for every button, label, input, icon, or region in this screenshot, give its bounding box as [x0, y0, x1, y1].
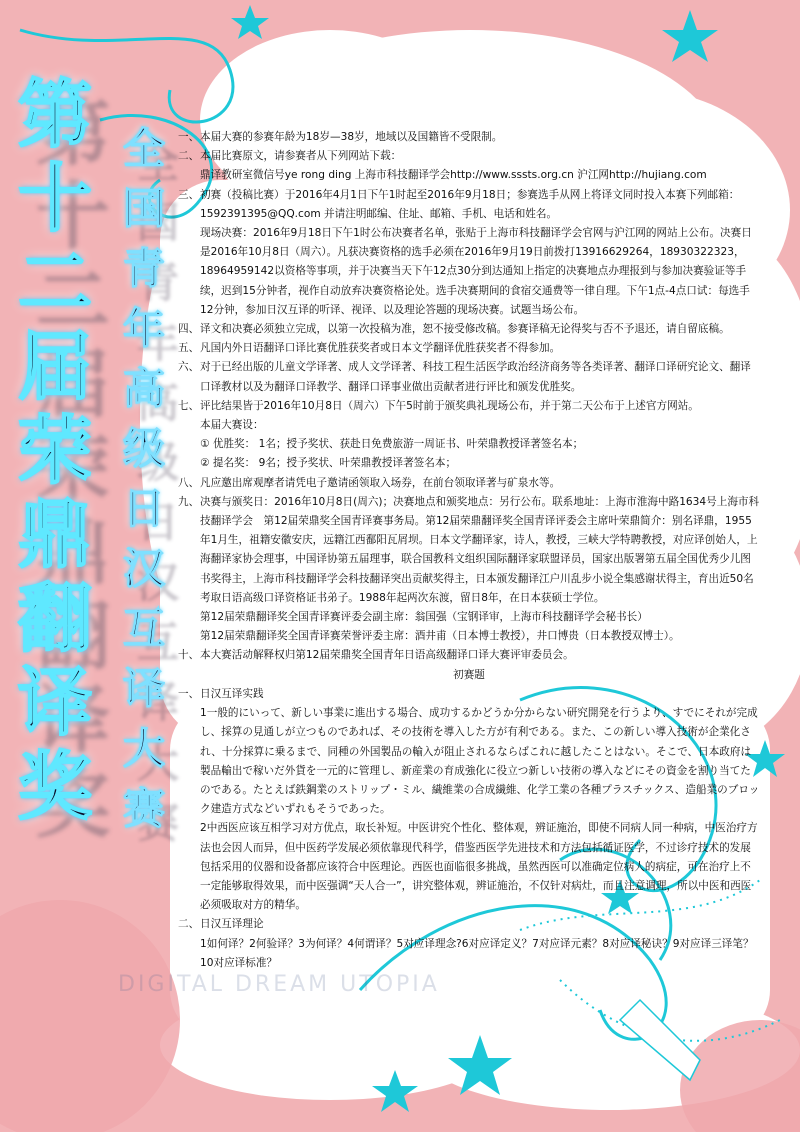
rule-item-number: 三、: [178, 188, 200, 201]
rule-item: [178, 320, 760, 339]
rule-item-text: 本大赛活动解释权归第12届荣鼎奖全国青年日语高级翻译口译大赛评审委员会。: [200, 649, 574, 662]
rule-item: [178, 397, 760, 416]
rule-item-text: 评比结果皆于2016年10月8日（周六）下午5时前于颁奖典礼现场公布，并于第二天公布于上述官方网站。: [200, 399, 699, 412]
sub-title-char: 汉: [123, 544, 166, 593]
sub-title-char: 互: [123, 604, 166, 653]
main-title-char: 鼎: [18, 492, 92, 578]
exam-list: [178, 685, 760, 973]
rule-item-number: 五、: [178, 342, 200, 355]
rule-item-paragraph: ② 提名奖： 9名；授予奖状、叶荣鼎教授译著签名本；: [200, 457, 457, 470]
rule-item: [178, 358, 760, 396]
rule-item-text: 凡国内外日语翻译口译比赛优胜获奖者或日本文学翻译优胜获奖者不得参加。: [200, 342, 561, 355]
rule-item: [178, 128, 760, 147]
sub-title-char: 高: [123, 364, 166, 413]
sub-title-char: 大: [123, 724, 166, 773]
main-title-char: 译: [18, 660, 92, 746]
main-title-char: 翻: [18, 576, 92, 662]
rule-item-number: 六、: [178, 361, 200, 374]
rule-item-number: 四、: [178, 323, 200, 336]
rule-item-paragraph: 现场决赛：2016年9月18日下午1时公布决赛者名单，张贴于上海市科技翻译学会官网与沪江网的网站上公布。决赛日是2016年10月8日（周六）。凡获决赛资格的选手必须在2016年9月19日前拨打13916629264，18930322323，18964959142以资格等事项，并于决赛当天下午12点30分到达通知上指定的决赛地点办理报到与参加决赛验证等手续，迟到15分钟者，视作自动放弃决赛资格论处。选手决赛期间的食宿交通费等一律自理。下午1点-4点口试：每选手12分钟，参加日汉互译的听译、视译、以及理论答题的现场决赛。试题当场公布。: [200, 227, 752, 316]
exam-item-paragraph: 1如何译？2何验译？3为何译？4何谓译？5对应译理念?6对应译定义？7对应译元素？8对应译秘诀？9对应译三译笔？10对应译标准？: [200, 937, 754, 969]
rules-text-block: [178, 128, 760, 973]
rule-item-text: 决赛与颁奖日：2016年10月8日(周六)；决赛地点和颁奖地点：另行公布。联系地址：上海市淮海中路1634号上海市科技翻译学会 第12届荣鼎奖全国青译赛事务局。第12届荣鼎翻译奖全国青译评委会主席叶荣鼎简介：别名译鼎，1955年1月生，祖籍安徽安庆，远籍江西鄱阳瓦屑坝。日本文学翻译家，诗人，教授，三峡大学特聘教授，对应译创始人，上海翻译家协会理事，中国译协第五届理事，联合国教科文组织国际翻译家联盟译员，国家出版署第五届全国优秀少儿图书奖得主，上海市科技翻译学会科技翻译突出贡献奖得主，日本颁发翻译江户川乱步小说全集感谢状得主，育出近50名考取日语高级口译资格证书弟子。1988年起两次东渡，留日8年，在日本获硕士学位。: [200, 495, 760, 604]
main-title-char: 荣: [18, 408, 92, 494]
exam-item-number: 二、: [178, 918, 200, 931]
sub-title-char: 青: [123, 244, 166, 293]
rule-item-number: 八、: [178, 476, 200, 489]
exam-item: [178, 915, 760, 934]
exam-heading: 初赛题: [453, 668, 485, 681]
rule-item-number: 十、: [178, 649, 200, 662]
rule-item-text: 凡应邀出席观摩者请凭电子邀请函领取入场券，在前台领取译著与矿泉水等。: [200, 476, 561, 489]
main-title-char: 奖: [18, 744, 92, 830]
rules-list: [178, 128, 760, 666]
exam-item-text: 日汉互译理论: [200, 918, 264, 931]
sub-title-char: 赛: [123, 784, 166, 833]
exam-item-paragraph: 2中西医应该互相学习对方优点，取长补短。中医讲究个性化、整体观，辨证施治，即使不同病人同一种病，中医治疗方法也会因人而异，但中医药学发展必须依靠现代科学，借鉴西医学先进技术和方法包括循证医学，不过诊疗技术的发展包括采用的仪器和设备都应该符合中医理论。西医也面临很多挑战，虽然西医可以准确定位病人的病症，可在治疗上不一定能够取得效果，而中医强调“天人合一”，讲究整体观，辨证施治，不仅针对病灶，而且注意调理，所以中医和西医必须吸取对方的精华。: [200, 822, 758, 912]
main-title-char: 第: [18, 72, 92, 158]
rule-item-text: 对于已经出版的儿童文学译著、成人文学译著、科技工程生活医学政治经济商务等各类译著、翻译口译研究论文、翻译口译教材以及为翻译口译教学、翻译口译事业做出贡献者进行评比和颁发优胜奖。: [200, 361, 751, 393]
main-title-char: 届: [18, 324, 92, 410]
main-title-char: 二: [18, 240, 92, 326]
exam-item-number: 一、: [178, 687, 200, 700]
rule-item-paragraph: ① 优胜奖： 1名；授予奖状、获赴日免费旅游一周证书、叶荣鼎教授译著签名本；: [200, 438, 584, 451]
exam-item-text: 日汉互译实践: [200, 687, 264, 700]
rule-item-paragraph: 鼎译教研室微信号ye rong ding 上海市科技翻译学会http://www.sssts.org.cn 沪江网http://hujiang.com: [200, 169, 707, 182]
rule-item-number: 七、: [178, 399, 200, 412]
rule-item: [178, 474, 760, 493]
rule-item: [178, 147, 760, 166]
rule-item-text: 本届比赛原文，请参赛者从下列网站下载：: [200, 150, 402, 163]
rule-item-number: 二、: [178, 150, 200, 163]
rule-item-paragraph: 本届大赛设：: [200, 419, 264, 432]
rule-item: [178, 186, 760, 224]
rule-item-text: 初赛（投稿比赛）于2016年4月1日下午1时起至2016年9月18日；参赛选手从网上将译文同时投入本赛下列邮箱：1592391395@QQ.com 并请注明邮编、住址、邮箱、手机、电话和姓名。: [200, 188, 740, 220]
main-title-char: 十: [18, 156, 92, 242]
sub-title-char: 全: [123, 124, 166, 173]
exam-item: [178, 685, 760, 704]
rule-item: [178, 339, 760, 358]
rule-item: [178, 646, 760, 665]
rule-item-paragraph: 第12届荣鼎翻译奖全国青译赛评委会副主席：翁国强（宝钢译审，上海市科技翻译学会秘书长）: [200, 611, 648, 624]
sub-title-char: 国: [123, 184, 166, 233]
rule-item: [178, 493, 760, 608]
rule-item-number: 一、: [178, 131, 200, 143]
rule-item-number: 九、: [178, 495, 200, 508]
sub-title-char: 日: [123, 484, 166, 533]
rule-item-text: 本届大赛的参赛年龄为18岁—38岁，地域以及国籍皆不受限制。: [200, 131, 503, 143]
exam-item-paragraph: 1一般的にいって、新しい事業に進出する場合、成功するかどうか分からない研究開発を行うより、すでにそれが完成し、採算の見通しが立つものであれば、その技術を導入した方が有利である。また、この新しい導入技術が企業化され、十分採算に乗るまで、同種の外国製品の輸入が阻止されるならばこれに越したことはない。そこで、日本政府は製品輸出で稼いだ外貨を一元的に管理し、新産業の育成強化に役立つ新しい技術の導入などにその資金を割り当てたのである。たとえば鉄鋼業のストリップ・ミル、繊維業の合成繊維、化学工業の各種プラスチックス、造船業のブロック建造方式などいずれもそうであった。: [200, 707, 760, 816]
watermark-text: DIGITAL DREAM UTOPIA: [118, 972, 440, 997]
main-title: [18, 72, 92, 834]
sub-title-char: 译: [123, 664, 166, 713]
rule-item-text: 译文和决赛必须独立完成，以第一次投稿为准，恕不接受修改稿。参赛译稿无论得奖与否不予退还，请自留底稿。: [200, 323, 730, 336]
rule-item-paragraph: 第12届荣鼎翻译奖全国青译赛荣誉评委主席：酒井甫（日本博士教授），井口博贵（日本教授双博士）。: [200, 630, 680, 643]
sub-title: [123, 124, 166, 848]
sub-title-char: 年: [123, 304, 166, 353]
sub-title-char: 级: [123, 424, 166, 473]
